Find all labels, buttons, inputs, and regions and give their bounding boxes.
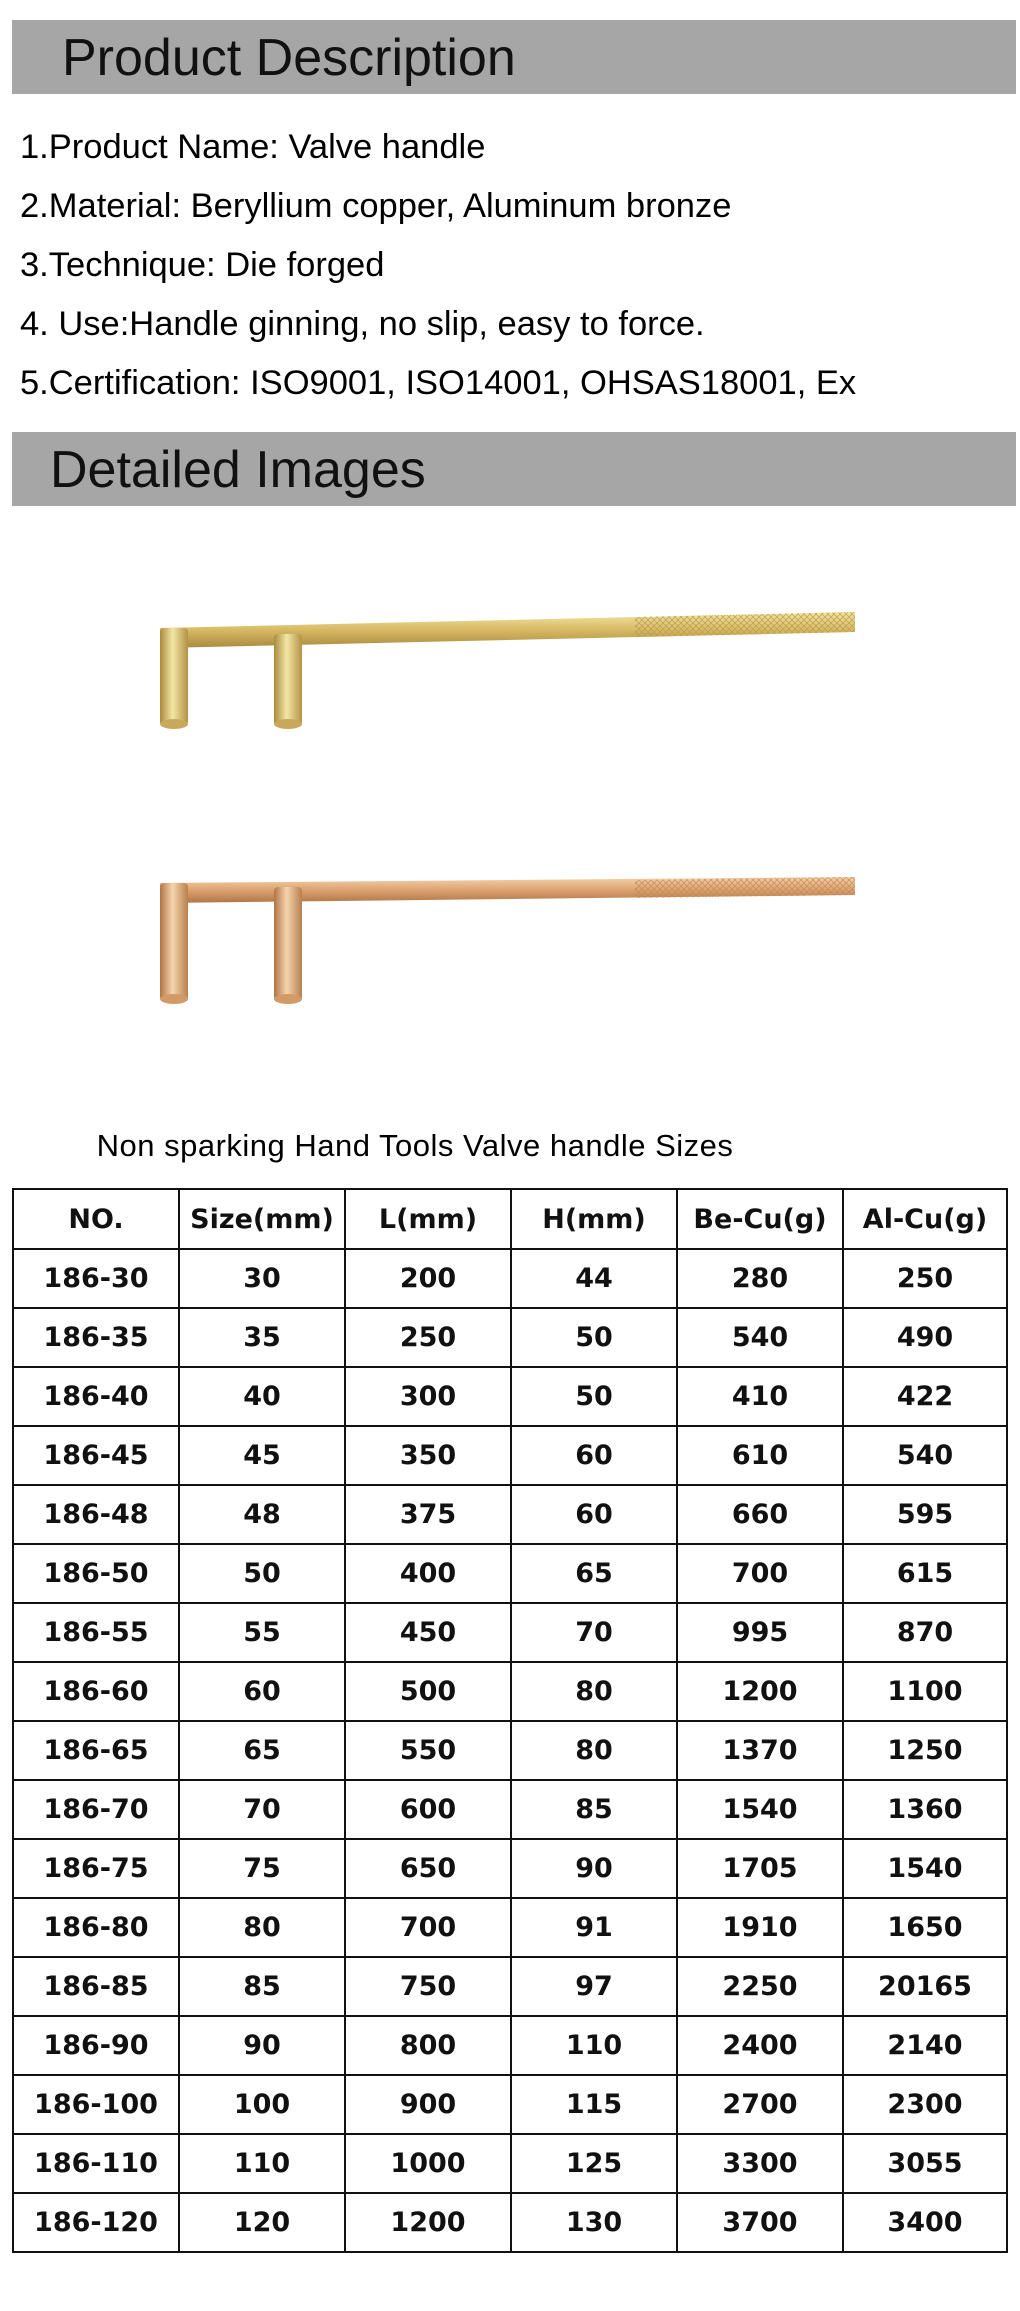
cell-size: 45 bbox=[179, 1426, 345, 1485]
cell-no: 186-50 bbox=[13, 1544, 179, 1603]
header-size: Size(mm) bbox=[179, 1189, 345, 1249]
cell-no: 186-100 bbox=[13, 2075, 179, 2134]
cell-length: 500 bbox=[345, 1662, 511, 1721]
table-header-row bbox=[13, 1189, 1007, 1249]
cell-no: 186-40 bbox=[13, 1367, 179, 1426]
cell-height: 110 bbox=[511, 2016, 677, 2075]
header-height: H(mm) bbox=[511, 1189, 677, 1249]
product-description-title: Product Description bbox=[62, 29, 516, 87]
header-al-cu-weight: Al-Cu(g) bbox=[843, 1189, 1007, 1249]
knurled-grip bbox=[635, 612, 855, 637]
cell-no: 186-70 bbox=[13, 1780, 179, 1839]
header-length: L(mm) bbox=[345, 1189, 511, 1249]
detailed-images-title: Detailed Images bbox=[50, 441, 426, 499]
cell-height: 130 bbox=[511, 2193, 677, 2252]
cell-be-cu: 540 bbox=[677, 1308, 843, 1367]
cell-size: 110 bbox=[179, 2134, 345, 2193]
cell-be-cu: 1200 bbox=[677, 1662, 843, 1721]
cell-no: 186-80 bbox=[13, 1898, 179, 1957]
cell-height: 115 bbox=[511, 2075, 677, 2134]
cell-size: 85 bbox=[179, 1957, 345, 2016]
cell-no: 186-110 bbox=[13, 2134, 179, 2193]
cell-no: 186-35 bbox=[13, 1308, 179, 1367]
cell-size: 55 bbox=[179, 1603, 345, 1662]
valve-handle-image-2 bbox=[150, 865, 870, 1005]
cell-size: 48 bbox=[179, 1485, 345, 1544]
cell-height: 50 bbox=[511, 1308, 677, 1367]
cell-be-cu: 700 bbox=[677, 1544, 843, 1603]
cell-al-cu: 1540 bbox=[843, 1839, 1007, 1898]
description-item-material: 2.Material: Beryllium copper, Aluminum bronze bbox=[20, 187, 732, 225]
description-item-technique: 3.Technique: Die forged bbox=[20, 246, 385, 284]
cell-length: 700 bbox=[345, 1898, 511, 1957]
table-caption-text: Non sparking Hand Tools Valve handle Sizes bbox=[96, 1128, 734, 1163]
cell-length: 550 bbox=[345, 1721, 511, 1780]
cell-size: 120 bbox=[179, 2193, 345, 2252]
description-item-name: 1.Product Name: Valve handle bbox=[20, 128, 486, 166]
cell-length: 400 bbox=[345, 1544, 511, 1603]
cell-al-cu: 870 bbox=[843, 1603, 1007, 1662]
cell-length: 375 bbox=[345, 1485, 511, 1544]
left-prong bbox=[160, 883, 188, 1001]
cell-al-cu: 1650 bbox=[843, 1898, 1007, 1957]
cell-al-cu: 3400 bbox=[843, 2193, 1007, 2252]
cell-al-cu: 490 bbox=[843, 1308, 1007, 1367]
cell-height: 50 bbox=[511, 1367, 677, 1426]
detailed-images-banner bbox=[12, 432, 1016, 506]
cell-length: 200 bbox=[345, 1249, 511, 1308]
table-row bbox=[13, 1839, 1007, 1898]
cell-be-cu: 610 bbox=[677, 1426, 843, 1485]
cell-no: 186-48 bbox=[13, 1485, 179, 1544]
cell-al-cu: 595 bbox=[843, 1485, 1007, 1544]
cell-al-cu: 615 bbox=[843, 1544, 1007, 1603]
table-caption bbox=[0, 1128, 1020, 1164]
cell-size: 50 bbox=[179, 1544, 345, 1603]
cell-be-cu: 3700 bbox=[677, 2193, 843, 2252]
header-no: NO. bbox=[13, 1189, 179, 1249]
cell-be-cu: 1910 bbox=[677, 1898, 843, 1957]
description-list bbox=[20, 118, 856, 413]
cell-be-cu: 1540 bbox=[677, 1780, 843, 1839]
cell-be-cu: 410 bbox=[677, 1367, 843, 1426]
cell-size: 100 bbox=[179, 2075, 345, 2134]
cell-size: 90 bbox=[179, 2016, 345, 2075]
valve-handle-image-1 bbox=[150, 590, 870, 730]
cell-no: 186-60 bbox=[13, 1662, 179, 1721]
cell-height: 70 bbox=[511, 1603, 677, 1662]
cell-height: 65 bbox=[511, 1544, 677, 1603]
header-be-cu-weight: Be-Cu(g) bbox=[677, 1189, 843, 1249]
cell-length: 250 bbox=[345, 1308, 511, 1367]
table-row bbox=[13, 1367, 1007, 1426]
cell-al-cu: 422 bbox=[843, 1367, 1007, 1426]
cell-be-cu: 2700 bbox=[677, 2075, 843, 2134]
cell-al-cu: 540 bbox=[843, 1426, 1007, 1485]
description-item-use: 4. Use:Handle ginning, no slip, easy to force. bbox=[20, 305, 705, 343]
cell-height: 44 bbox=[511, 1249, 677, 1308]
table-row bbox=[13, 1603, 1007, 1662]
cell-al-cu: 2140 bbox=[843, 2016, 1007, 2075]
cell-no: 186-75 bbox=[13, 1839, 179, 1898]
table-row bbox=[13, 1249, 1007, 1308]
cell-size: 60 bbox=[179, 1662, 345, 1721]
cell-no: 186-30 bbox=[13, 1249, 179, 1308]
cell-height: 91 bbox=[511, 1898, 677, 1957]
cell-height: 80 bbox=[511, 1662, 677, 1721]
cell-length: 350 bbox=[345, 1426, 511, 1485]
cell-no: 186-90 bbox=[13, 2016, 179, 2075]
cell-al-cu: 1100 bbox=[843, 1662, 1007, 1721]
table-row bbox=[13, 1544, 1007, 1603]
cell-be-cu: 280 bbox=[677, 1249, 843, 1308]
cell-al-cu: 20165 bbox=[843, 1957, 1007, 2016]
cell-length: 900 bbox=[345, 2075, 511, 2134]
cell-size: 80 bbox=[179, 1898, 345, 1957]
right-prong bbox=[274, 887, 302, 1001]
cell-be-cu: 2400 bbox=[677, 2016, 843, 2075]
cell-al-cu: 1360 bbox=[843, 1780, 1007, 1839]
cell-be-cu: 995 bbox=[677, 1603, 843, 1662]
cell-size: 65 bbox=[179, 1721, 345, 1780]
table-row bbox=[13, 1308, 1007, 1367]
cell-length: 1200 bbox=[345, 2193, 511, 2252]
description-item-certification: 5.Certification: ISO9001, ISO14001, OHSAS18001, Ex bbox=[20, 364, 857, 402]
cell-al-cu: 3055 bbox=[843, 2134, 1007, 2193]
cell-size: 40 bbox=[179, 1367, 345, 1426]
cell-size: 35 bbox=[179, 1308, 345, 1367]
table-row bbox=[13, 1485, 1007, 1544]
cell-height: 90 bbox=[511, 1839, 677, 1898]
cell-length: 300 bbox=[345, 1367, 511, 1426]
table-row bbox=[13, 1721, 1007, 1780]
cell-no: 186-120 bbox=[13, 2193, 179, 2252]
cell-height: 60 bbox=[511, 1426, 677, 1485]
cell-length: 600 bbox=[345, 1780, 511, 1839]
cell-no: 186-65 bbox=[13, 1721, 179, 1780]
cell-be-cu: 1705 bbox=[677, 1839, 843, 1898]
cell-length: 800 bbox=[345, 2016, 511, 2075]
cell-be-cu: 2250 bbox=[677, 1957, 843, 2016]
cell-length: 650 bbox=[345, 1839, 511, 1898]
cell-height: 80 bbox=[511, 1721, 677, 1780]
valve-handle-sizes-table bbox=[12, 1188, 1008, 2253]
cell-size: 75 bbox=[179, 1839, 345, 1898]
cell-no: 186-55 bbox=[13, 1603, 179, 1662]
cell-be-cu: 3300 bbox=[677, 2134, 843, 2193]
cell-be-cu: 1370 bbox=[677, 1721, 843, 1780]
left-prong bbox=[160, 628, 188, 726]
table-row bbox=[13, 2075, 1007, 2134]
cell-length: 450 bbox=[345, 1603, 511, 1662]
table-row bbox=[13, 2134, 1007, 2193]
cell-al-cu: 250 bbox=[843, 1249, 1007, 1308]
cell-length: 750 bbox=[345, 1957, 511, 2016]
cell-height: 97 bbox=[511, 1957, 677, 2016]
cell-length: 1000 bbox=[345, 2134, 511, 2193]
table-row bbox=[13, 1662, 1007, 1721]
cell-be-cu: 660 bbox=[677, 1485, 843, 1544]
table-row bbox=[13, 1957, 1007, 2016]
cell-no: 186-85 bbox=[13, 1957, 179, 2016]
product-description-banner bbox=[12, 20, 1016, 94]
right-prong bbox=[274, 634, 302, 726]
table-row bbox=[13, 2016, 1007, 2075]
cell-size: 30 bbox=[179, 1249, 345, 1308]
cell-height: 125 bbox=[511, 2134, 677, 2193]
cell-no: 186-45 bbox=[13, 1426, 179, 1485]
cell-al-cu: 1250 bbox=[843, 1721, 1007, 1780]
table-row bbox=[13, 1780, 1007, 1839]
cell-height: 85 bbox=[511, 1780, 677, 1839]
cell-al-cu: 2300 bbox=[843, 2075, 1007, 2134]
knurled-grip bbox=[635, 877, 855, 898]
cell-size: 70 bbox=[179, 1780, 345, 1839]
table-row bbox=[13, 2193, 1007, 2252]
cell-height: 60 bbox=[511, 1485, 677, 1544]
table-row bbox=[13, 1426, 1007, 1485]
table-row bbox=[13, 1898, 1007, 1957]
